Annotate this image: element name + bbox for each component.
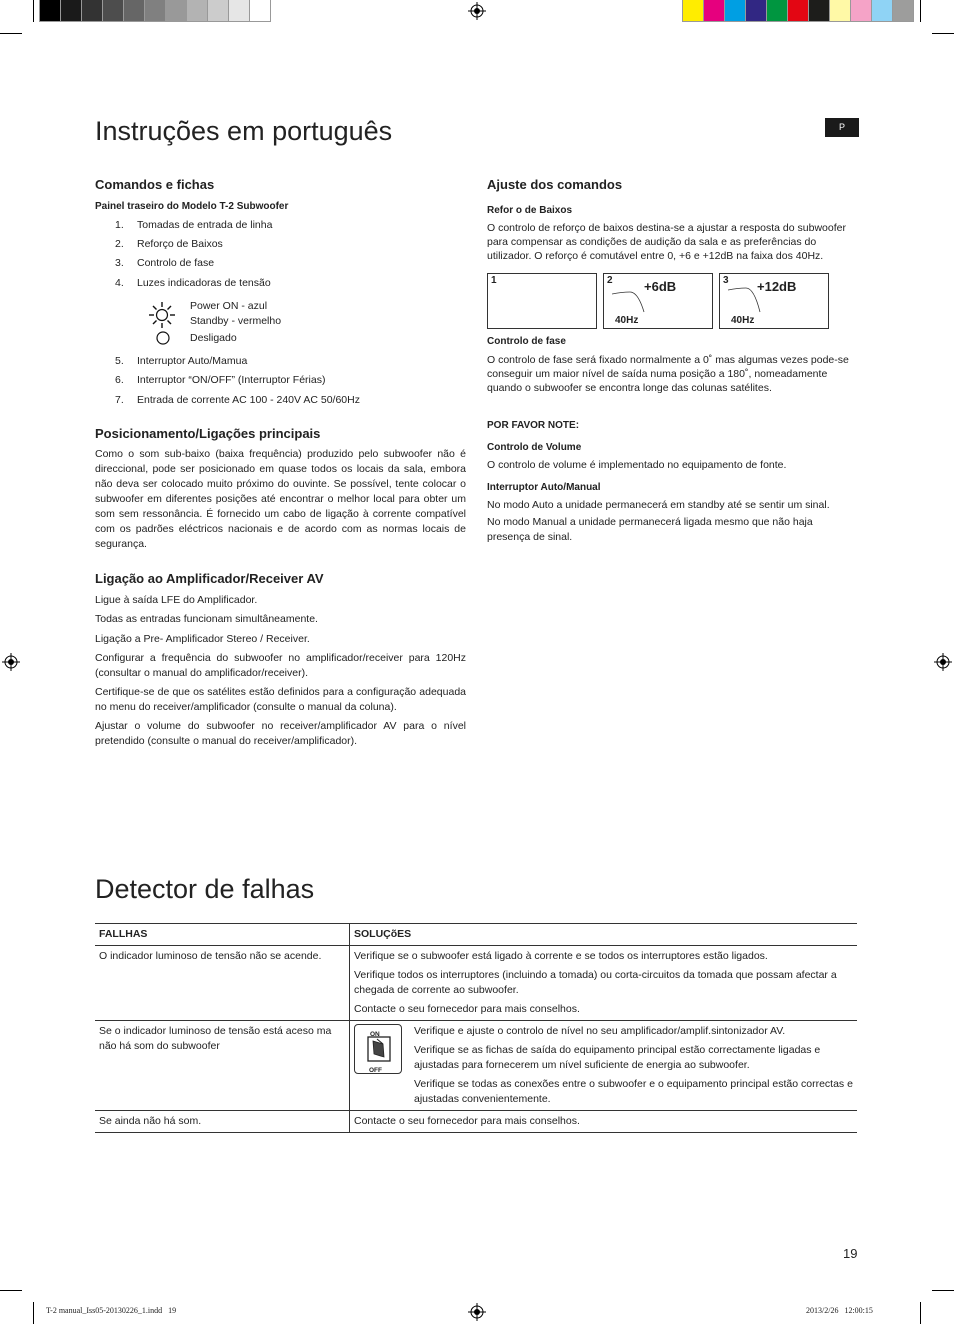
color-swatch bbox=[40, 0, 60, 21]
solution-cell bbox=[350, 946, 858, 1021]
crop-mark bbox=[33, 0, 34, 22]
bass-text: O controlo de reforço de baixos destina-se a ajustar a resposta do subwoofer para compensar as condições de audição da sala e as preferências do utilizador. O reforço é comutável entre 0, +6 e +12dB na faixa dos 40Hz. bbox=[487, 222, 846, 262]
solution-text: Verifique se o subwoofer está ligado à corrente e se todos os interruptores estão ligados. bbox=[354, 950, 768, 962]
crop-mark bbox=[920, 0, 921, 22]
color-swatch bbox=[893, 0, 913, 21]
registration-mark-icon bbox=[468, 2, 486, 20]
volume-heading: Controlo de Volume bbox=[487, 442, 582, 453]
color-swatch bbox=[704, 0, 724, 21]
bass-heading: Refor o de Baixos bbox=[487, 205, 573, 216]
color-swatch bbox=[82, 0, 102, 21]
auto-text-2: No modo Manual a unidade permanecerá ligada mesmo que não haja presença de sinal. bbox=[487, 516, 813, 543]
list-item: 1. Tomadas de entrada de linha bbox=[115, 219, 273, 231]
solution-text: Verifique e ajuste o controlo de nível no seu amplificador/amplif.sintonizador AV. bbox=[414, 1025, 786, 1037]
solution-text: Verifique todos os interruptores (incluindo a tomada) ou corta-circuitos da tomada que possam afectar a chegada de corrente ao subwoofer. bbox=[354, 969, 837, 996]
registration-mark-icon bbox=[934, 653, 952, 671]
color-swatch bbox=[250, 0, 270, 21]
positioning-text: Como o som sub-baixo (baixa frequência) produzido pelo subwoofer não é direccional, pode ser posicionado em quase todos os locais da sala, embora não deva ser colocado muito próximo do ouvinte. Se possível, tente colocar o subwoofer em diferentes posições até encontrar o melhor local para obter um som sem ressonância. É fornecido um cabo de ligação à corrente compatível com os padrões eléctricos nacionais e de acordo com as normas locais de segurança. bbox=[95, 448, 466, 550]
light-on-label: Power ON - azul bbox=[190, 300, 268, 312]
color-swatch bbox=[788, 0, 808, 21]
solution-text: Contacte o seu fornecedor para mais conselhos. bbox=[354, 1003, 580, 1015]
color-swatch bbox=[746, 0, 766, 21]
amplifier-p6: Ajustar o volume do subwoofer no receiver/amplificador AV para o nível pretendido (consulte o manual do receiver/amplificador). bbox=[95, 720, 466, 747]
phase-heading: Controlo de fase bbox=[487, 336, 566, 347]
list-item: 5. Interruptor Auto/Mamua bbox=[115, 355, 248, 367]
color-swatch bbox=[683, 0, 703, 21]
crop-mark bbox=[932, 1290, 954, 1291]
solution-cell bbox=[350, 1111, 858, 1133]
controls-heading: Comandos e fichas bbox=[95, 177, 215, 192]
amplifier-p1: Ligue à saída LFE do Amplificador. bbox=[95, 594, 258, 606]
bass-graph-12db: 3 +12dB 40Hz bbox=[719, 273, 829, 329]
color-swatch bbox=[767, 0, 787, 21]
crop-mark bbox=[0, 1290, 22, 1291]
color-swatch bbox=[851, 0, 871, 21]
registration-mark-icon bbox=[2, 653, 20, 671]
amplifier-p2: Todas as entradas funcionam simultâneamente. bbox=[95, 613, 318, 625]
color-swatch bbox=[809, 0, 829, 21]
column-header-solutions: SOLUÇõES bbox=[350, 924, 858, 946]
auto-text-1: No modo Auto a unidade permanecerá em standby até se sentir um sinal. bbox=[487, 499, 830, 511]
footer-file-info: T-2 manual_Iss05-20130226_1.indd 19 bbox=[46, 1306, 177, 1315]
volume-text: O controlo de volume é implementado no equipamento de fonte. bbox=[487, 459, 787, 471]
solution-text: Verifique se as fichas de saída do equipamento principal estão correctamente ligadas e ajustadas para fornecerem um nível suficiente de energia ao subwoofer. bbox=[414, 1044, 821, 1071]
solution-text: Verifique se todas as conexões entre o subwoofer e o equipamento principal estão correctas e ajustadas convenientemente. bbox=[414, 1078, 853, 1105]
positioning-heading: Posicionamento/Ligações principais bbox=[95, 426, 321, 441]
list-item: 6. Interruptor “ON/OFF” (Interruptor Férias) bbox=[115, 374, 326, 386]
fault-cell: Se ainda não há som. bbox=[95, 1111, 350, 1133]
registration-mark-icon bbox=[468, 1303, 486, 1321]
light-off-label: Desligado bbox=[190, 332, 237, 344]
amplifier-heading: Ligação ao Amplificador/Receiver AV bbox=[95, 571, 324, 586]
power-on-light-icon bbox=[146, 302, 178, 328]
solution-text: Contacte o seu fornecedor para mais conselhos. bbox=[354, 1115, 580, 1127]
list-item: 7. Entrada de corrente AC 100 - 240V AC 50/60Hz bbox=[115, 394, 360, 406]
fault-cell: O indicador luminoso de tensão não se acende. bbox=[95, 946, 350, 1021]
crop-mark bbox=[33, 1302, 34, 1324]
power-off-light-icon bbox=[155, 330, 171, 346]
color-swatch bbox=[103, 0, 123, 21]
solution-cell bbox=[350, 1021, 858, 1111]
color-swatch bbox=[145, 0, 165, 21]
color-swatch bbox=[208, 0, 228, 21]
phase-text: O controlo de fase será fixado normalmente a 0˚ mas algumas vezes pode-se conseguir um maior nível de saída numa posição a 180˚, nomeadamente quando o subwoofer se encontra longe das colunas satélites. bbox=[487, 354, 849, 394]
table-row bbox=[95, 946, 857, 1021]
light-standby-label: Standby - vermelho bbox=[190, 315, 282, 327]
on-off-switch-icon: ON OFF bbox=[354, 1024, 402, 1074]
crop-mark bbox=[920, 1302, 921, 1324]
color-swatch bbox=[187, 0, 207, 21]
color-swatch bbox=[61, 0, 81, 21]
amplifier-p3: Ligação a Pre- Amplificador Stereo / Receiver. bbox=[95, 633, 310, 645]
note-heading: POR FAVOR NOTE: bbox=[487, 420, 580, 431]
footer-timestamp: 2013/2/26 12:00:15 bbox=[806, 1306, 873, 1315]
crop-mark bbox=[932, 33, 954, 34]
color-swatch bbox=[872, 0, 892, 21]
color-swatch bbox=[124, 0, 144, 21]
color-swatch bbox=[166, 0, 186, 21]
crop-mark bbox=[0, 33, 22, 34]
amplifier-p5: Certifique-se de que os satélites estão definidos para a configuração adequada no menu do receiver/amplificador (consulte o manual da coluna). bbox=[95, 686, 466, 713]
auto-heading: Interruptor Auto/Manual bbox=[487, 482, 601, 493]
list-item: 2. Reforço de Baixos bbox=[115, 238, 223, 250]
list-item: 4. Luzes indicadoras de tensão bbox=[115, 277, 271, 289]
table-row bbox=[95, 1021, 857, 1111]
list-item: 3. Controlo de fase bbox=[115, 257, 215, 269]
color-swatch bbox=[229, 0, 249, 21]
bass-graph-0db: 1 bbox=[487, 273, 597, 329]
faults-table bbox=[95, 923, 857, 1133]
page-title: Instruções em português bbox=[95, 116, 393, 146]
color-swatch bbox=[725, 0, 745, 21]
table-row bbox=[95, 1111, 857, 1133]
column-header-faults: FALLHAS bbox=[95, 924, 350, 946]
panel-heading: Painel traseiro do Modelo T-2 Subwoofer bbox=[95, 201, 289, 212]
amplifier-p4: Configurar a frequência do subwoofer no amplificador/receiver para 120Hz (consultar o manual do amplificador/receiver). bbox=[95, 652, 466, 679]
adjust-heading: Ajuste dos comandos bbox=[487, 177, 623, 192]
page-number: 19 bbox=[843, 1246, 858, 1261]
fault-cell: Se o indicador luminoso de tensão está aceso ma não há som do subwoofer bbox=[95, 1021, 350, 1111]
bass-graph-6db: 2 +6dB 40Hz bbox=[603, 273, 713, 329]
table-header-row bbox=[95, 924, 857, 946]
language-badge: P bbox=[825, 118, 859, 137]
faults-title: Detector de falhas bbox=[95, 874, 315, 904]
color-swatch bbox=[830, 0, 850, 21]
